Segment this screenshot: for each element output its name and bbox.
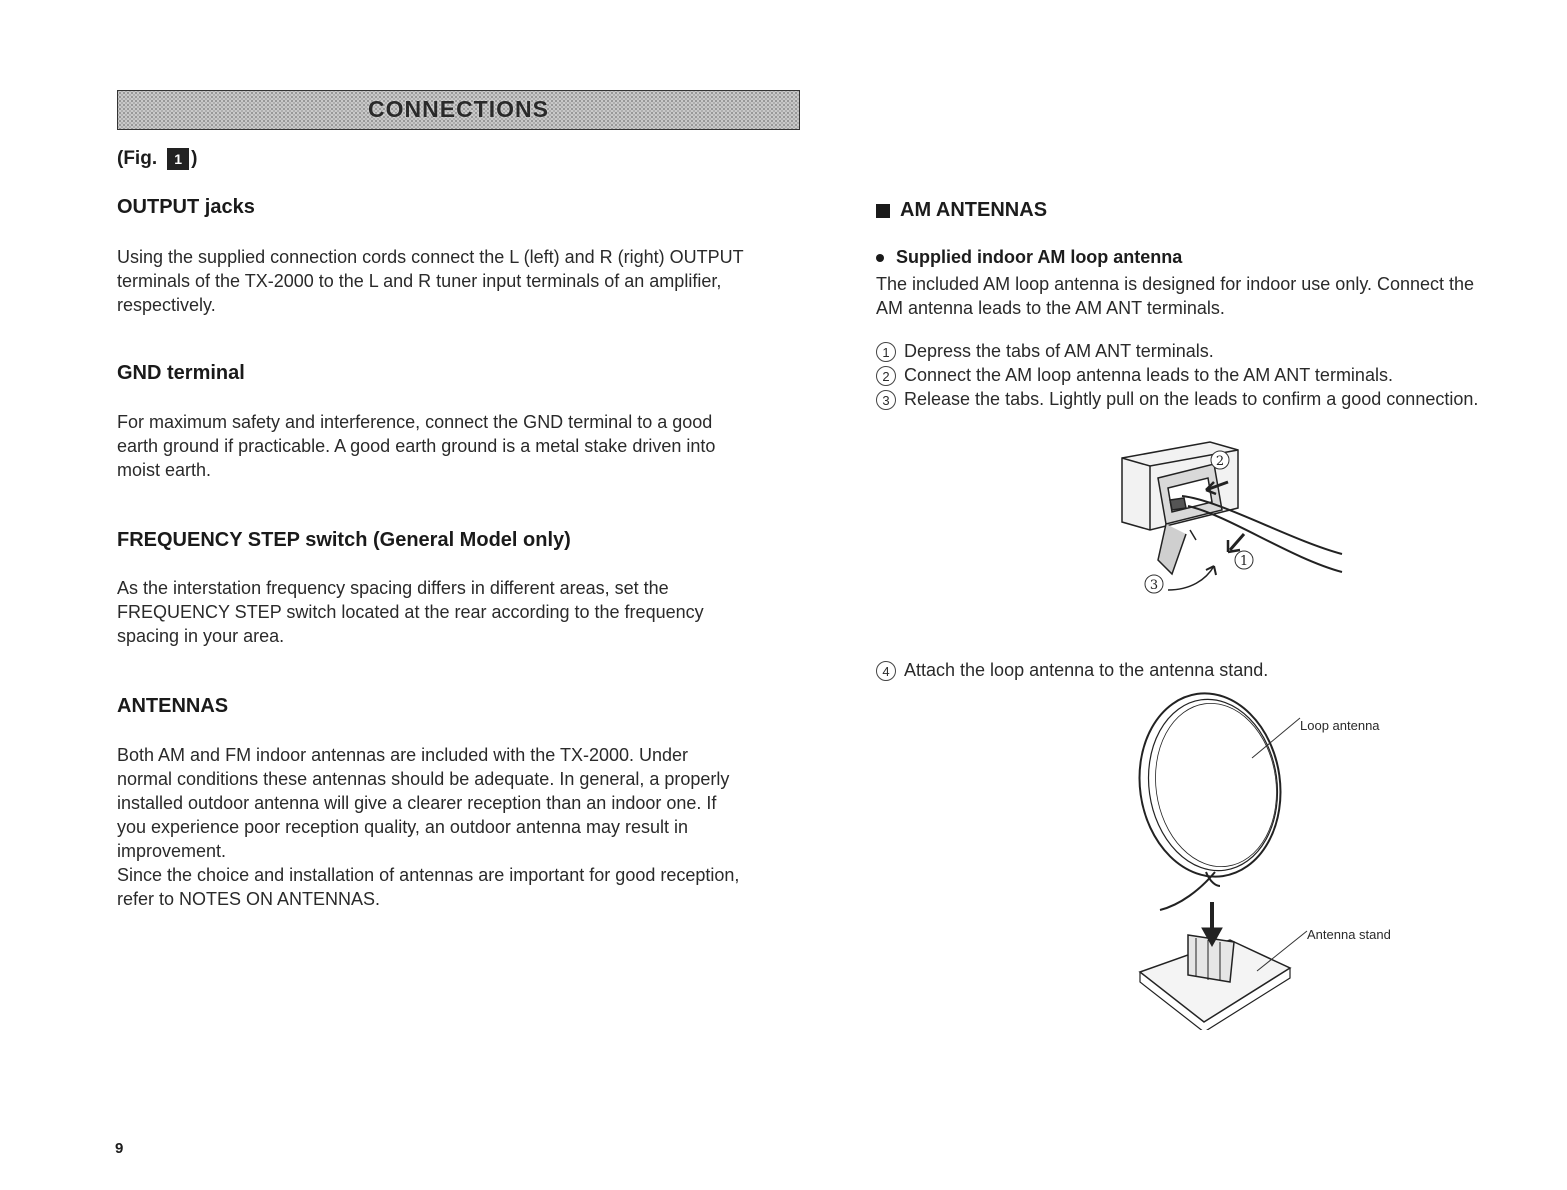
loop-antenna-subheading-text: Supplied indoor AM loop antenna xyxy=(896,247,1183,267)
step-text: Attach the loop antenna to the antenna stand. xyxy=(904,660,1269,680)
text-line: AM antenna leads to the AM ANT terminals. xyxy=(876,298,1225,318)
dot-bullet-icon xyxy=(876,254,884,262)
frequency-step-heading: FREQUENCY STEP switch (General Model only) xyxy=(117,529,571,551)
output-jacks-paragraph xyxy=(117,245,744,317)
text-line: spacing in your area. xyxy=(117,626,285,646)
gnd-terminal-paragraph xyxy=(117,410,715,482)
antenna-stand-label: Antenna stand xyxy=(1307,927,1391,942)
fig-ref-prefix: (Fig. xyxy=(117,148,158,169)
step-number: 1 xyxy=(876,342,896,362)
step-number: 2 xyxy=(876,366,896,386)
step-text: Connect the AM loop antenna leads to the AM ANT terminals. xyxy=(904,365,1393,385)
loop-antenna-subheading xyxy=(876,247,1182,268)
section-title: CONNECTIONS xyxy=(368,96,549,122)
am-terminal-illustration xyxy=(1110,430,1360,605)
page-number: 9 xyxy=(115,1140,124,1157)
text-line: terminals of the TX-2000 to the L and R tuner input terminals of an amplifier, xyxy=(117,271,722,291)
text-line: improvement. xyxy=(117,841,227,861)
section-banner xyxy=(117,90,800,130)
square-bullet-icon xyxy=(876,204,890,218)
text-line: Since the choice and installation of antennas are important for good reception, xyxy=(117,865,740,885)
text-line: As the interstation frequency spacing differs in different areas, set the xyxy=(117,578,669,598)
text-line: moist earth. xyxy=(117,460,212,480)
step-number: 4 xyxy=(876,661,896,681)
gnd-terminal-heading: GND terminal xyxy=(117,362,245,384)
frequency-step-paragraph xyxy=(117,576,704,648)
step-text: Depress the tabs of AM ANT terminals. xyxy=(904,341,1214,361)
antennas-paragraph xyxy=(117,743,739,911)
text-line: The included AM loop antenna is designed for indoor use only. Connect the xyxy=(876,274,1475,294)
text-line: installed outdoor antenna will give a clearer reception than an indoor one. If xyxy=(117,793,717,813)
step-number: 3 xyxy=(876,390,896,410)
step-item xyxy=(876,660,1268,681)
callout-3: 3 xyxy=(1149,578,1159,593)
am-intro-paragraph xyxy=(876,272,1474,320)
text-line: Using the supplied connection cords connect the L (left) and R (right) OUTPUT xyxy=(117,247,744,267)
text-line: normal conditions these antennas should be adequate. In general, a properly xyxy=(117,769,730,789)
text-line: you experience poor reception quality, an outdoor antenna may result in xyxy=(117,817,689,837)
figure-reference xyxy=(117,148,197,170)
step-item xyxy=(876,341,1214,362)
text-line: earth ground if practicable. A good earth ground is a metal stake driven into xyxy=(117,436,716,456)
text-line: FREQUENCY STEP switch located at the rear according to the frequency xyxy=(117,602,704,622)
output-jacks-heading: OUTPUT jacks xyxy=(117,196,255,218)
fig-ref-suffix: ) xyxy=(191,148,198,169)
step-item xyxy=(876,389,1478,410)
text-line: Both AM and FM indoor antennas are included with the TX-2000. Under xyxy=(117,745,689,765)
text-line: refer to NOTES ON ANTENNAS. xyxy=(117,889,381,909)
text-line: respectively. xyxy=(117,295,216,315)
antennas-heading: ANTENNAS xyxy=(117,695,229,717)
loop-antenna-label: Loop antenna xyxy=(1300,718,1380,733)
callout-2: 2 xyxy=(1215,454,1225,469)
stand-leader-line xyxy=(1255,925,1315,975)
step-text: Release the tabs. Lightly pull on the leads to confirm a good connection. xyxy=(904,389,1479,409)
fig-number-badge: 1 xyxy=(167,148,189,170)
callout-1: 1 xyxy=(1239,554,1249,569)
step-item xyxy=(876,365,1393,386)
am-antennas-heading xyxy=(876,199,1047,222)
am-antennas-title: AM ANTENNAS xyxy=(900,199,1048,221)
text-line: For maximum safety and interference, connect the GND terminal to a good xyxy=(117,412,713,432)
